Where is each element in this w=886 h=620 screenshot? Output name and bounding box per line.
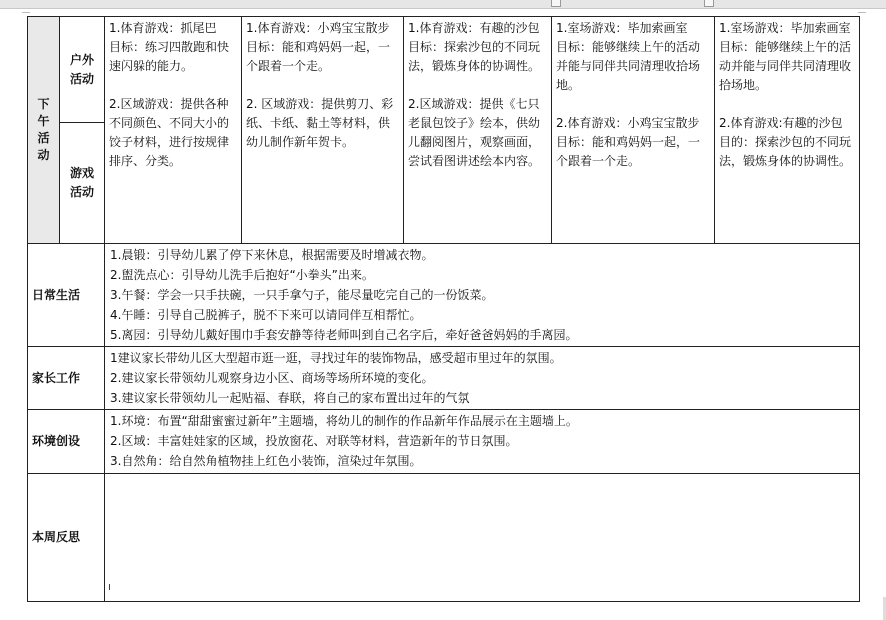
afternoon-day-1[interactable]: 1.体育游戏：抓尾巴 目标：练习四散跑和快速闪躲的能力。 2.区域游戏：提供各种不同颜色、不同大小的饺子材料，进行按规律排序、分类。 [105, 17, 242, 244]
parents-work-content[interactable] [105, 347, 860, 410]
parents-work-label: 家长工作 [28, 347, 105, 410]
environment-content[interactable] [105, 410, 860, 474]
parents-row [28, 347, 860, 410]
daily-life-line: 1.晨锻：引导幼儿累了停下来休息，根据需要及时增减衣物。 [110, 248, 434, 262]
weekly-plan-table [27, 16, 860, 602]
game-activity-label: 游戏活动 [60, 123, 105, 244]
ruler [0, 0, 886, 9]
environment-row [28, 410, 860, 474]
afternoon-activities-label [28, 17, 60, 244]
environment-line: 3.自然角：给自然角植物挂上红色小装饰，渲染过年氛围。 [110, 454, 422, 468]
afternoon-row-outdoor [28, 17, 860, 123]
environment-line: 2.区域：丰富娃娃家的区域，投放窗花、对联等材料，营造新年的节日氛围。 [110, 434, 518, 448]
daily-life-line: 2.盥洗点心：引导幼儿洗手后抱好“小拳头”出来。 [110, 268, 374, 282]
environment-line: 1.环境：布置“甜甜蜜蜜过新年”主题墙，将幼儿的制作的作品新年作品展示在主题墙上。 [110, 414, 578, 428]
outdoor-activity-label: 户外活动 [60, 17, 105, 123]
reflection-row [28, 474, 860, 602]
parents-work-line: 2.建议家长带领幼儿观察身边小区、商场等场所环境的变化。 [110, 371, 434, 385]
afternoon-day-5[interactable]: 1.室场游戏：毕加索画室 目标：能够继续上午的活动并能与同伴共同清理收拾场地。 2.体育游戏:有趣的沙包 目的：探索沙包的不同玩法，锻炼身体的协调性。 [715, 17, 860, 244]
ruler-indent-handle[interactable] [551, 0, 561, 7]
daily-life-content[interactable] [105, 244, 860, 347]
ruler-margin-handle[interactable] [704, 0, 714, 7]
daily-life-line: 3.午餐：学会一只手扶碗，一只手拿勺子，能尽量吃完自己的一份饭菜。 [110, 288, 494, 302]
afternoon-day-3[interactable]: 1.体育游戏：有趣的沙包 目标：探索沙包的不同玩法，锻炼身体的协调性。 2.区域游戏：提供《七只老鼠包饺子》绘本，供幼儿翻阅图片，观察画面，尝试看图讲述绘本内容。 [404, 17, 552, 244]
reflection-content[interactable] [105, 474, 860, 602]
parents-work-line: 1建议家长带幼儿区大型超市逛一逛，寻找过年的装饰物品，感受超市里过年的氛围。 [110, 351, 562, 365]
daily-life-label: 日常生活 [28, 244, 105, 347]
top-right-margin-mark [858, 12, 866, 15]
daily-life-row [28, 244, 860, 347]
daily-life-line: 5.离园：引导幼儿戴好围巾手套安静等待老师叫到自己名字后，牵好爸爸妈妈的手离园。 [110, 328, 578, 342]
afternoon-day-4[interactable]: 1.室场游戏：毕加索画室 目标：能够继续上午的活动并能与同伴共同清理收拾场地。 2.体育游戏：小鸡宝宝散步 目标：能和鸡妈妈一起，一个跟着一个走。 [552, 17, 715, 244]
text-cursor [109, 584, 110, 590]
afternoon-day-2[interactable]: 1.体育游戏：小鸡宝宝散步 目标：能和鸡妈妈一起，一个跟着一个走。 2. 区域游戏：提供剪刀、彩纸、卡纸、黏土等材料，供幼儿制作新年贺卡。 [242, 17, 404, 244]
afternoon-label-text: 下午活动 [37, 96, 50, 162]
environment-label: 环境创设 [28, 410, 105, 474]
parents-work-line: 3.建议家长带领幼儿一起贴福、春联，将自己的家布置出过年的气氛 [110, 391, 470, 405]
daily-life-line: 4.午睡：引导自己脱裤子，脱不下来可以请同伴互相帮忙。 [110, 308, 422, 322]
reflection-label: 本周反思 [28, 474, 105, 602]
top-left-margin-mark [22, 12, 30, 15]
